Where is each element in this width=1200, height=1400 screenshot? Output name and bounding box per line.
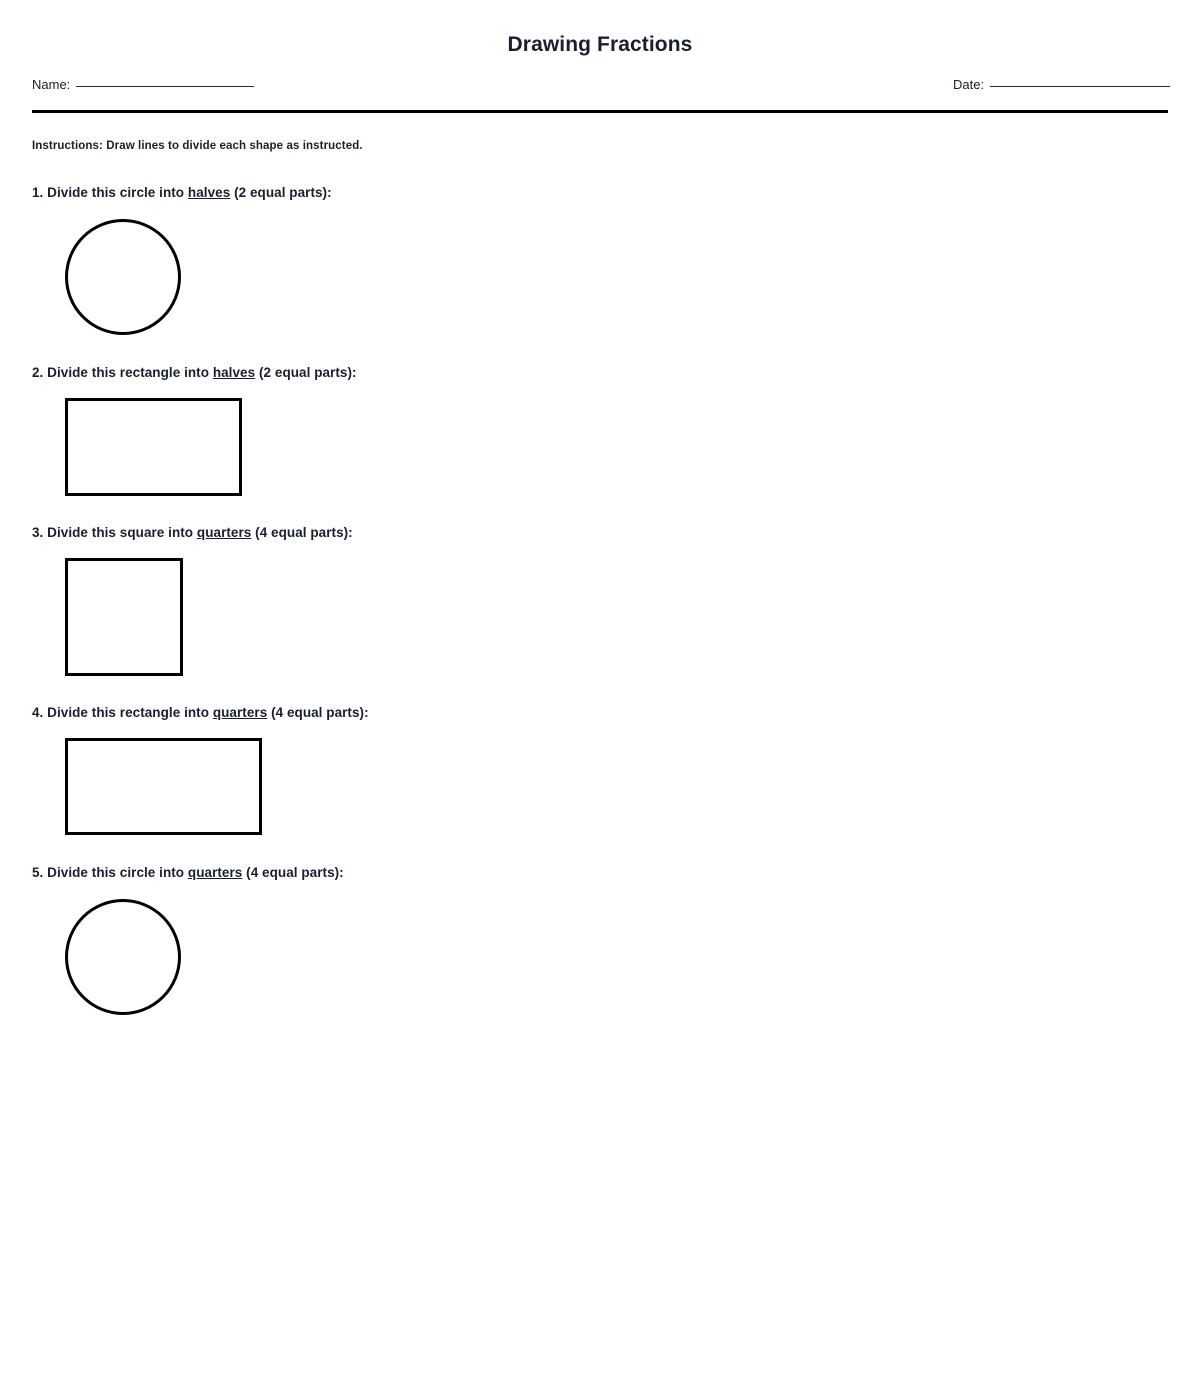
shape-circle-halves[interactable] [65, 219, 181, 335]
question-3-suffix: (4 equal parts): [255, 525, 353, 540]
shape-rectangle-halves[interactable] [65, 398, 242, 496]
question-4 [32, 705, 369, 721]
question-2 [32, 365, 357, 381]
question-5-text [32, 865, 344, 881]
question-3-prefix: Divide this square into [47, 525, 194, 540]
question-4-number: 4. [32, 705, 44, 720]
instructions-text: Instructions: Draw lines to divide each shape as instructed. [32, 140, 363, 152]
question-4-suffix: (4 equal parts): [271, 705, 369, 720]
shape-circle-quarters[interactable] [65, 899, 181, 1015]
date-field-group [953, 76, 1170, 94]
question-1-text [32, 185, 332, 201]
question-4-text [32, 705, 369, 721]
name-date-row [32, 76, 1168, 98]
name-label: Name: [32, 77, 71, 92]
shape-square-quarters[interactable] [65, 558, 183, 676]
question-3-number: 3. [32, 525, 44, 540]
shape-rectangle-quarters[interactable] [65, 738, 262, 835]
name-input[interactable] [76, 86, 254, 87]
question-2-number: 2. [32, 365, 44, 380]
question-1-fraction-word: halves [187, 185, 231, 200]
question-5-prefix: Divide this circle into [47, 865, 185, 880]
date-input[interactable] [990, 86, 1170, 87]
question-3 [32, 525, 353, 541]
date-label: Date: [953, 77, 985, 92]
question-5-number: 5. [32, 865, 44, 880]
question-1-number: 1. [32, 185, 44, 200]
question-3-text [32, 525, 353, 541]
question-1-suffix: (2 equal parts): [234, 185, 332, 200]
question-2-prefix: Divide this rectangle into [47, 365, 210, 380]
question-3-fraction-word: quarters [196, 525, 252, 540]
question-2-suffix: (2 equal parts): [258, 365, 357, 380]
question-5 [32, 865, 344, 881]
header-divider [32, 110, 1168, 113]
question-5-fraction-word: quarters [187, 865, 243, 880]
question-2-text [32, 365, 357, 381]
question-4-fraction-word: quarters [212, 705, 268, 720]
question-1 [32, 185, 332, 201]
question-5-suffix: (4 equal parts): [246, 865, 344, 880]
question-4-prefix: Divide this rectangle into [47, 705, 210, 720]
question-1-prefix: Divide this circle into [47, 185, 185, 200]
page-title: Drawing Fractions [507, 33, 693, 56]
question-2-fraction-word: halves [212, 365, 256, 380]
name-field-group [32, 76, 254, 94]
